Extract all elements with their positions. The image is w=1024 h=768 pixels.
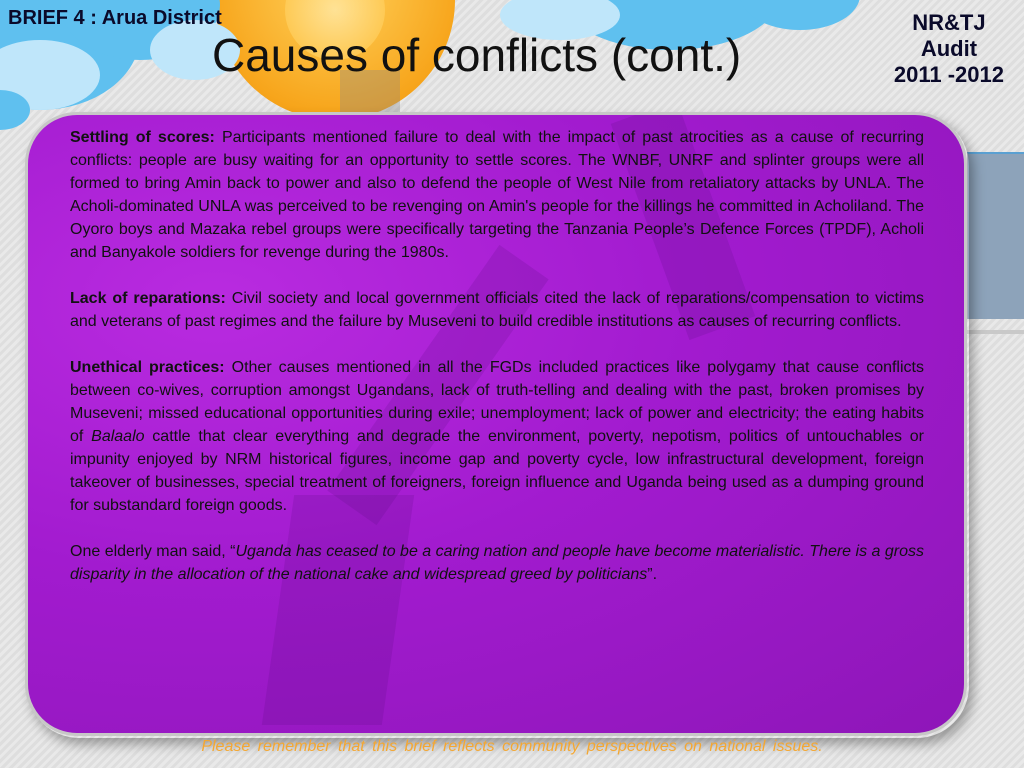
paragraph-unethical-practices bbox=[70, 356, 924, 517]
brief-label: BRIEF 4 : Arua District bbox=[8, 7, 222, 29]
body-text bbox=[70, 126, 924, 609]
quote-tail: ”. bbox=[647, 566, 658, 583]
audit-line: Audit bbox=[920, 36, 978, 61]
audit-line: 2011 -2012 bbox=[893, 62, 1004, 87]
side-panel-decoration bbox=[967, 152, 1024, 319]
quote-text: Uganda has ceased to be a caring nation and people have become materialistic. There is a gross disparity in the allocation of the national cake and widespread greed by politicians bbox=[70, 543, 925, 583]
paragraph-heading: Settling of scores: bbox=[70, 129, 215, 146]
audit-label bbox=[894, 10, 1004, 88]
italic-term: Balaalo bbox=[91, 428, 145, 445]
paragraph-text: cattle that clear everything and degrade the environment, poverty, nepotism, politics of untouchables or impunity enjoyed by NRM historical figures, income gap and poverty cycle, low infrastructural development, foreign takeover of businesses, special treatment of foreigners, foreign influence and Uganda being used as a dumping ground for substandard foreign goods. bbox=[70, 428, 924, 514]
audit-line: NR&TJ bbox=[912, 10, 986, 35]
paragraph-heading: Lack of reparations: bbox=[70, 290, 226, 307]
page-title: Causes of conflicts (cont.) bbox=[212, 29, 742, 81]
paragraph-text: Participants mentioned failure to deal with the impact of past atrocities as a cause of recurring conflicts: people are busy waiting for an opportunity to settle scores. The WNBF, UNRF and splinter groups were all formed to bring Amin back to power and also to defend the people of West Nile from retaliatory attacks by UNLA. The Acholi-dominated UNLA was perceived to be revenging on Amin's people for the killings he committed in Acholiland. The Oyoro boys and Mazaka rebel groups were specifically targeting the Tanzania People’s Defence Forces (TPDF), Acholi and Banyakole soldiers for revenge during the 1980s. bbox=[70, 129, 925, 261]
footer-note: Please remember that this brief reflects community perspectives on national issues. bbox=[201, 738, 823, 755]
paragraph-text: Other causes mentioned in all the FGDs included practices like polygamy that cause conflicts between co-wives, corruption amongst Ugandans, lack of truth-telling and dealing with the past, broken promises by Museveni; missed educational opportunities during exile; unemployment; lack of power and electricity; the eating habits of bbox=[70, 359, 924, 445]
paragraph-lack-of-reparations bbox=[70, 287, 924, 333]
paragraph-quote bbox=[70, 540, 924, 586]
quote-lead: One elderly man said, “ bbox=[70, 543, 236, 560]
side-strip-decoration bbox=[967, 330, 1024, 334]
paragraph-heading: Unethical practices: bbox=[70, 359, 225, 376]
paragraph-settling-of-scores bbox=[70, 126, 924, 264]
paragraph-text: Civil society and local government officials cited the lack of reparations/compensation to victims and veterans of past regimes and the failure by Museveni to build credible institutions as causes of recurring conflicts. bbox=[70, 290, 924, 330]
